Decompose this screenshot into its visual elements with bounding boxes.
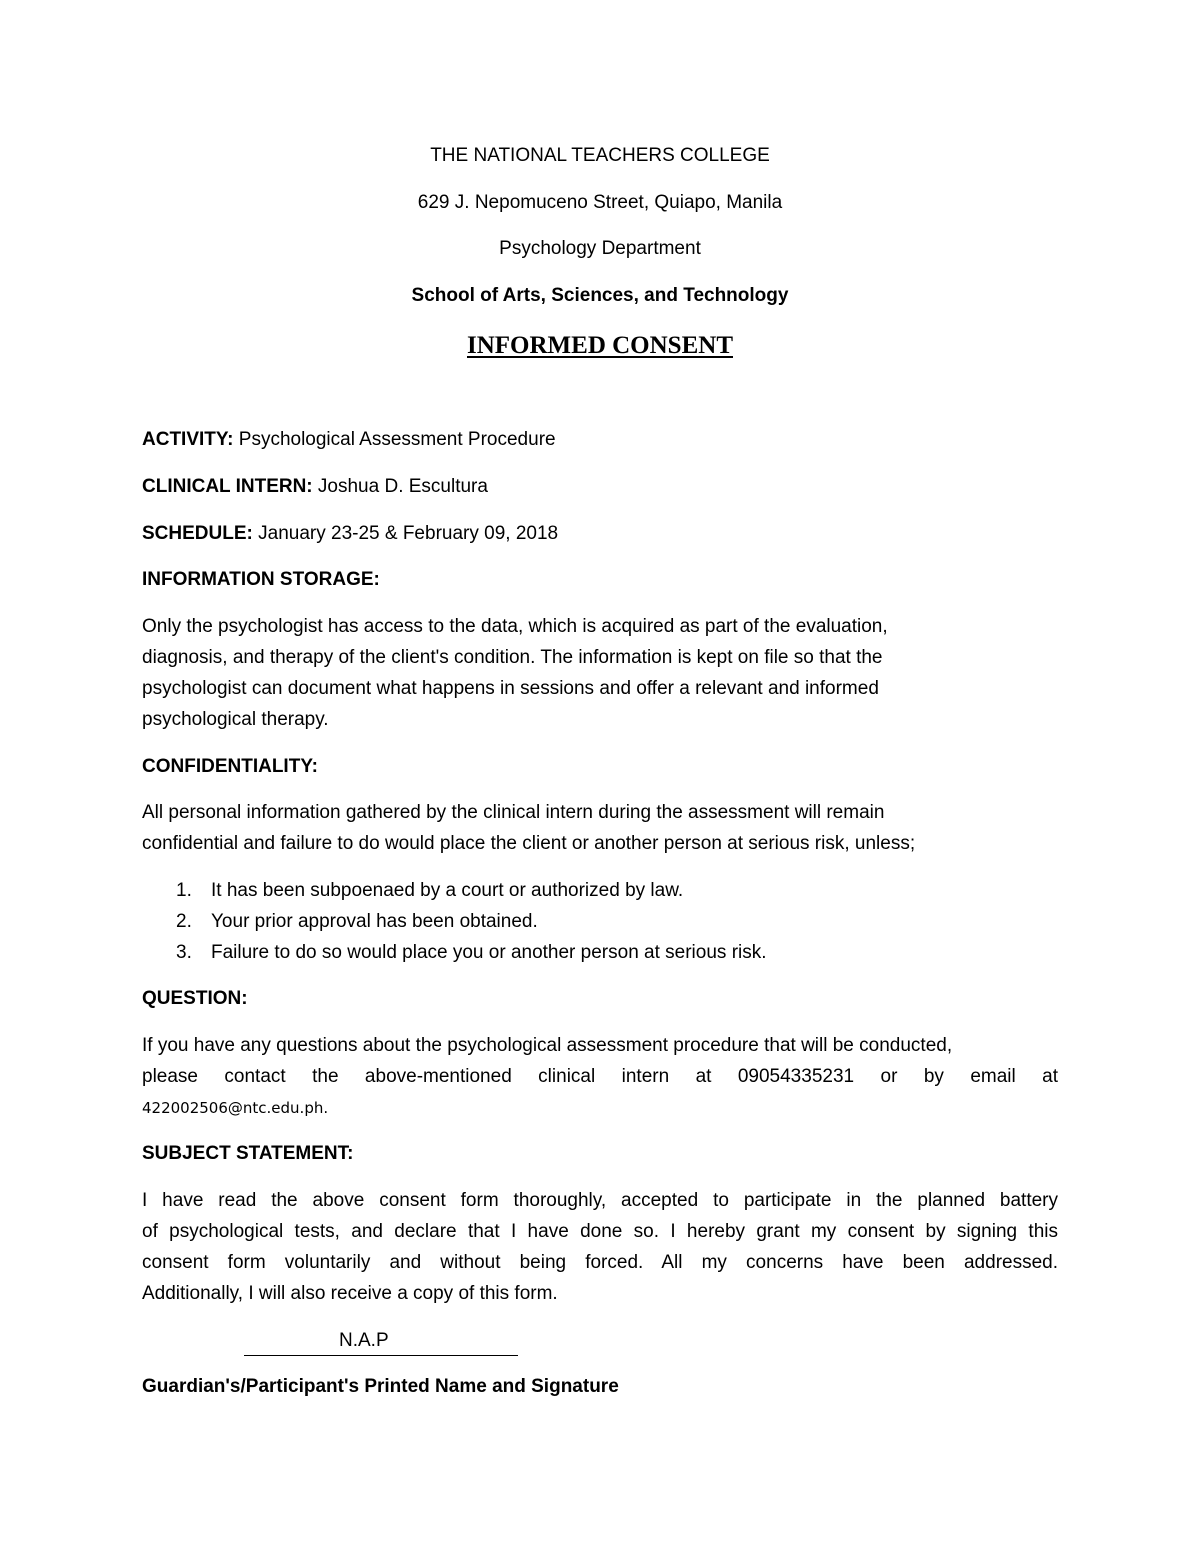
signature-line [244, 1329, 518, 1356]
list-number: 2. [176, 911, 192, 932]
schedule-label: SCHEDULE: [142, 523, 253, 544]
department-name: Psychology Department [499, 238, 701, 259]
subject-line: I have read the above consent form thoroughly, accepted to participate in the planned battery [142, 1190, 1058, 1211]
subject-line: consent form voluntarily and without being forced. All my concerns have been addressed. [142, 1252, 1058, 1273]
confidentiality-line: All personal information gathered by the clinical intern during the assessment will remain [142, 802, 885, 823]
confidentiality-paragraph [142, 797, 1058, 859]
question-email-line [142, 1092, 1058, 1123]
contact-email: 422002506@ntc.edu.ph. [142, 1099, 329, 1117]
subject-line: Additionally, I will also receive a copy of this form. [142, 1283, 558, 1304]
question-line: If you have any questions about the psychological assessment procedure that will be conducted, [142, 1035, 953, 1056]
storage-paragraph [142, 611, 1058, 735]
intern-label: CLINICAL INTERN: [142, 476, 313, 497]
list-number: 3. [176, 942, 192, 963]
storage-heading: INFORMATION STORAGE: [142, 569, 380, 590]
confidentiality-exceptions-list [176, 875, 1056, 968]
school-name: School of Arts, Sciences, and Technology [411, 285, 789, 306]
signature-value: N.A.P [339, 1330, 389, 1351]
subject-heading: SUBJECT STATEMENT: [142, 1143, 354, 1164]
schedule-value: January 23-25 & February 09, 2018 [258, 523, 559, 544]
list-text: Failure to do so would place you or another person at serious risk. [211, 942, 767, 963]
intern-field [142, 475, 1062, 499]
signature-caption: Guardian's/Participant's Printed Name and Signature [142, 1376, 619, 1397]
intern-value: Joshua D. Escultura [317, 476, 488, 497]
institution-name: THE NATIONAL TEACHERS COLLEGE [430, 145, 770, 166]
subject-paragraph [142, 1185, 1058, 1309]
list-item [176, 906, 1056, 937]
list-item [176, 937, 1056, 968]
storage-line: Only the psychologist has access to the data, which is acquired as part of the evaluation, [142, 616, 888, 637]
activity-field [142, 428, 1062, 452]
question-heading: QUESTION: [142, 988, 248, 1009]
schedule-field [142, 522, 1062, 546]
list-text: Your prior approval has been obtained. [211, 911, 538, 932]
institution-address: 629 J. Nepomuceno Street, Quiapo, Manila [417, 192, 783, 213]
storage-line: diagnosis, and therapy of the client's condition. The information is kept on file so that the [142, 647, 883, 668]
document-title-wrap [0, 331, 1200, 361]
storage-line: psychologist can document what happens in sessions and offer a relevant and informed [142, 678, 879, 699]
document-title: INFORMED CONSENT [467, 332, 733, 359]
activity-label: ACTIVITY: [142, 429, 234, 450]
subject-line: of psychological tests, and declare that I have done so. I hereby grant my consent by signing this [142, 1221, 1058, 1242]
activity-value: Psychological Assessment Procedure [238, 429, 556, 450]
confidentiality-heading: CONFIDENTIALITY: [142, 756, 318, 777]
question-paragraph [142, 1030, 1058, 1123]
list-item [176, 875, 1056, 906]
list-number: 1. [176, 880, 192, 901]
question-line: please contact the above-mentioned clinical intern at 09054335231 or by email at [142, 1066, 1058, 1087]
storage-line: psychological therapy. [142, 709, 329, 730]
confidentiality-line: confidential and failure to do would place the client or another person at serious risk, unless; [142, 833, 916, 854]
list-text: It has been subpoenaed by a court or authorized by law. [211, 880, 684, 901]
